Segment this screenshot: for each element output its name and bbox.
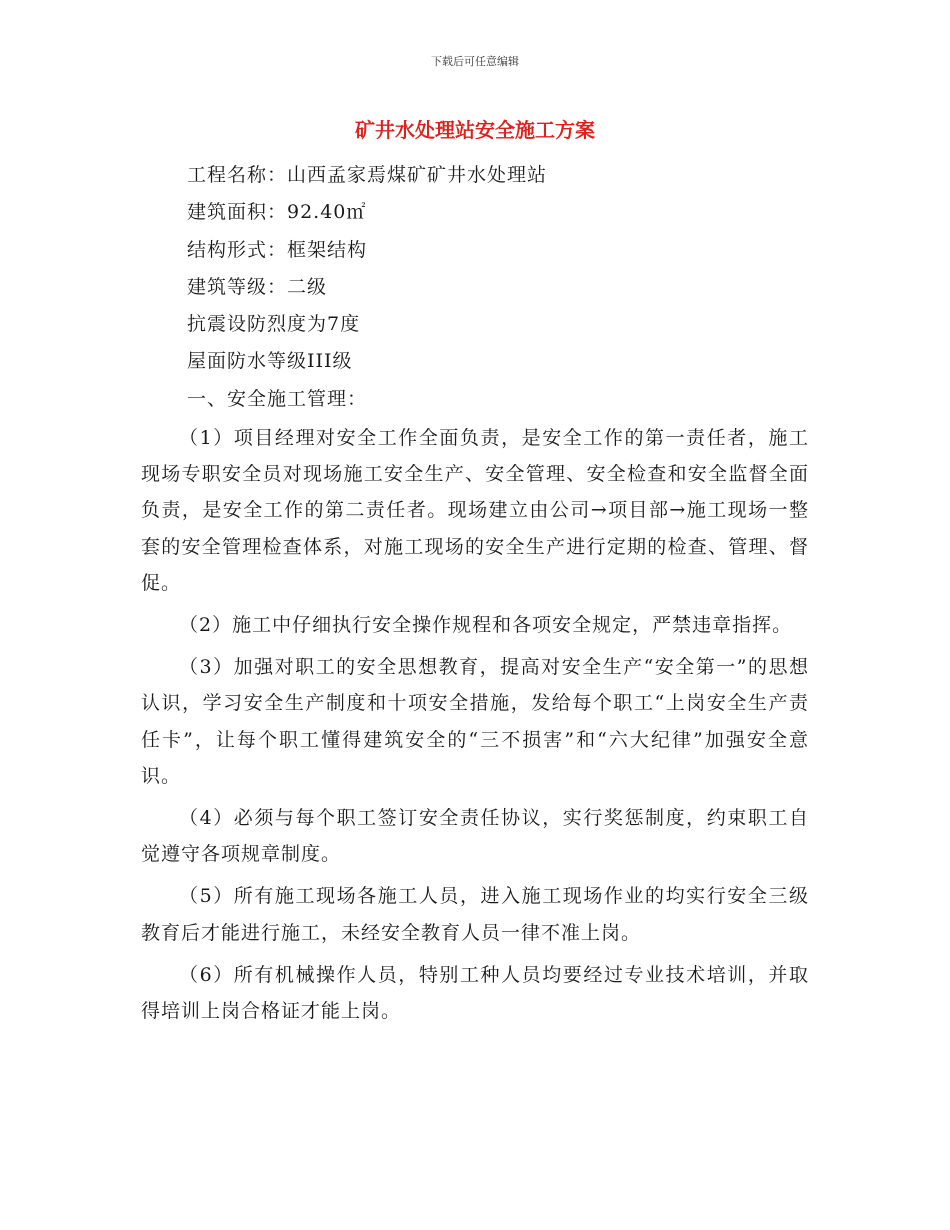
paragraph: （6）所有机械操作人员，特别工种人员均要经过专业技术培训，并取得培训上岗合格证才能上岗。 xyxy=(141,963,809,1023)
info-project-name: 工程名称：山西孟家焉煤矿矿井水处理站 xyxy=(187,164,548,186)
paragraph: （2）施工中仔细执行安全操作规程和各项安全规定，严禁违章指挥。 xyxy=(179,614,793,637)
info-building-area: 建筑面积：92.40㎡ xyxy=(187,201,367,224)
info-building-grade: 建筑等级：二级 xyxy=(187,275,328,298)
document-title: 矿井水处理站安全施工方案 xyxy=(355,118,595,142)
paragraph: （3）加强对职工的安全思想教育，提高对安全生产“安全第一”的思想认识，学习安全生产制度和十项安全措施，发给每个职工“上岗安全生产责任卡”，让每个职工懂得建筑安全的“三不损害”和“六大纪律”加强安全意识。 xyxy=(141,656,809,787)
paragraph: （5）所有施工现场各施工人员，进入施工现场作业的均实行安全三级教育后才能进行施工，未经安全教育人员一律不准上岗。 xyxy=(141,885,809,944)
info-structure-type: 结构形式：框架结构 xyxy=(187,238,368,261)
info-roof-waterproof: 屋面防水等级III级 xyxy=(187,350,353,373)
paragraph: （1）项目经理对安全工作全面负责，是安全工作的第一责任者，施工现场专职安全员对现场施工安全生产、安全管理、安全检查和安全监督全面负责，是安全工作的第二责任者。现场建立由公司→项目部→施工现场一整套的安全管理检查体系，对施工现场的安全生产进行定期的检查、管理、督促。 xyxy=(141,427,809,594)
body-text xyxy=(141,420,809,1035)
section-heading: 一、安全施工管理： xyxy=(187,387,368,410)
paragraph: （4）必须与每个职工签订安全责任协议，实行奖惩制度，约束职工自觉遵守各项规章制度。 xyxy=(141,807,809,866)
info-seismic-intensity: 抗震设防烈度为7度 xyxy=(187,313,361,336)
project-info xyxy=(187,157,827,418)
header-note: 下载后可任意编辑 xyxy=(431,55,519,68)
